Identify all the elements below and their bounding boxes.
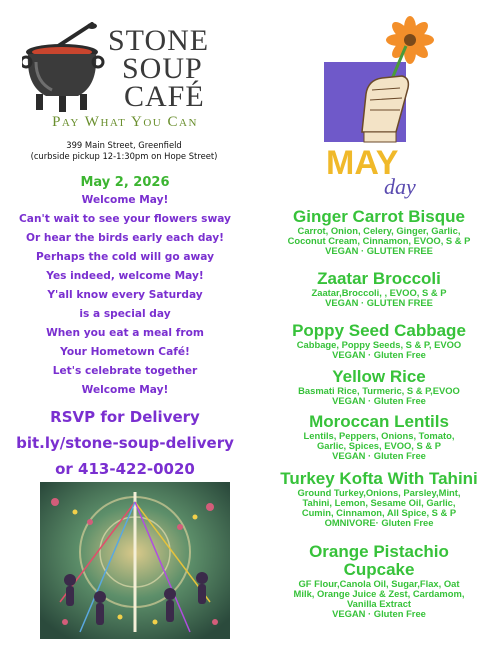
poem-line: When you eat a meal from xyxy=(46,327,204,339)
menu-item-ingredients: Milk, Orange Juice & Zest, Cardamom, xyxy=(293,588,465,599)
menu-item-moroccan-lentils xyxy=(258,413,500,461)
poem-line: Let's celebrate together xyxy=(52,365,198,377)
menu-item-diet-tag: VEGAN · Gluten Free xyxy=(332,450,426,461)
menu-item-name: Turkey Kofta With Tahini xyxy=(280,469,478,488)
menu-item-diet-tag: VEGAN · Gluten Free xyxy=(332,349,426,360)
menu-item-ingredients: Vanilla Extract xyxy=(346,598,412,609)
menu-item-ingredients: Tahini, Lemon, Sesame Oil, Garlic, xyxy=(302,497,456,508)
may-word: MAY xyxy=(326,144,399,182)
menu-item-diet-tag: VEGAN · GLUTEN FREE xyxy=(325,297,433,308)
poem-line: Can't wait to see your flowers sway xyxy=(19,213,231,225)
menu-item-diet-tag: VEGAN · GLUTEN FREE xyxy=(325,245,433,256)
brand-name-stone: STONE xyxy=(108,24,210,57)
poem-line: Welcome May! xyxy=(81,384,169,396)
menu-item-yellow-rice xyxy=(258,368,500,406)
menu-item-orange-pistachio-cupcake xyxy=(258,543,500,619)
address-pickup-note: (curbside pickup 12-1:30pm on Hope Street) xyxy=(30,151,218,161)
menu-item-name: Poppy Seed Cabbage xyxy=(292,321,466,340)
menu-item-ginger-carrot-bisque xyxy=(258,208,500,256)
poem-line: is a special day xyxy=(79,308,171,320)
menu-item-diet-tag: OMNIVORE· Gluten Free xyxy=(324,517,434,528)
menu-item-ingredients: Coconut Cream, Cinnamon, EVOO, S & P xyxy=(287,235,471,246)
phone-number[interactable]: or 413-422-0020 xyxy=(55,460,195,478)
menu-item-name: Orange Pistachio Cupcake xyxy=(309,542,449,579)
brand-name-soup: SOUP xyxy=(122,52,203,85)
menu-item-diet-tag: VEGAN · Gluten Free xyxy=(332,608,426,619)
poem-line: Yes indeed, welcome May! xyxy=(46,270,204,282)
menu-item-ingredients: GF Flour,Canola Oil, Sugar,Flax, Oat xyxy=(298,578,460,589)
menu-item-ingredients: Cabbage, Poppy Seeds, S & P, EVOO xyxy=(296,339,462,350)
menu-item-ingredients: Cumin, Cinnamon, All Spice, S & P xyxy=(301,507,457,518)
maypole-dance-painting-image xyxy=(40,482,230,639)
address xyxy=(18,140,230,162)
may-day-fist-flower-icon xyxy=(310,14,450,204)
soup-pot-logo-icon xyxy=(22,22,112,114)
brand-name-cafe: CAFÉ xyxy=(124,80,205,113)
delivery-link[interactable]: bit.ly/stone-soup-delivery xyxy=(16,434,234,452)
menu-item-ingredients: Lentils, Peppers, Onions, Tomato, xyxy=(303,430,455,441)
address-street: 399 Main Street, Greenfield xyxy=(66,140,182,150)
menu-item-ingredients: Carrot, Onion, Celery, Ginger, Garlic, xyxy=(297,225,461,236)
menu-item-zaatar-broccoli xyxy=(258,270,500,308)
poem-line: Your Hometown Café! xyxy=(60,346,190,358)
menu-item-name: Ginger Carrot Bisque xyxy=(293,207,465,226)
menu-item-diet-tag: VEGAN · Gluten Free xyxy=(332,395,426,406)
menu-item-name: Yellow Rice xyxy=(332,367,426,386)
menu-item-name: Moroccan Lentils xyxy=(309,412,449,431)
menu-item-ingredients: Ground Turkey,Onions, Parsley,Mint, xyxy=(297,487,461,498)
menu-item-name: Zaatar Broccoli xyxy=(317,269,441,288)
poem-line: Perhaps the cold will go away xyxy=(36,251,214,263)
menu-item-poppy-seed-cabbage xyxy=(258,322,500,360)
tagline: Pay What You Can xyxy=(52,114,198,130)
menu-item-turkey-kofta xyxy=(258,470,500,528)
menu-item-ingredients: Garlic, Spices, EVOO, S & P xyxy=(316,440,441,451)
menu-item-ingredients: Zaatar,Broccoli, , EVOO, S & P xyxy=(311,287,447,298)
day-word: day xyxy=(384,174,416,199)
poem-date: May 2, 2026 xyxy=(80,175,170,190)
menu-item-ingredients: Basmati Rice, Turmeric, S & P,EVOO xyxy=(298,385,460,396)
rsvp-heading: RSVP for Delivery xyxy=(50,408,200,426)
poem-line: Or hear the birds early each day! xyxy=(26,232,224,244)
poem-line: Welcome May! xyxy=(81,194,169,206)
poem-line: Y'all know every Saturday xyxy=(47,289,203,301)
